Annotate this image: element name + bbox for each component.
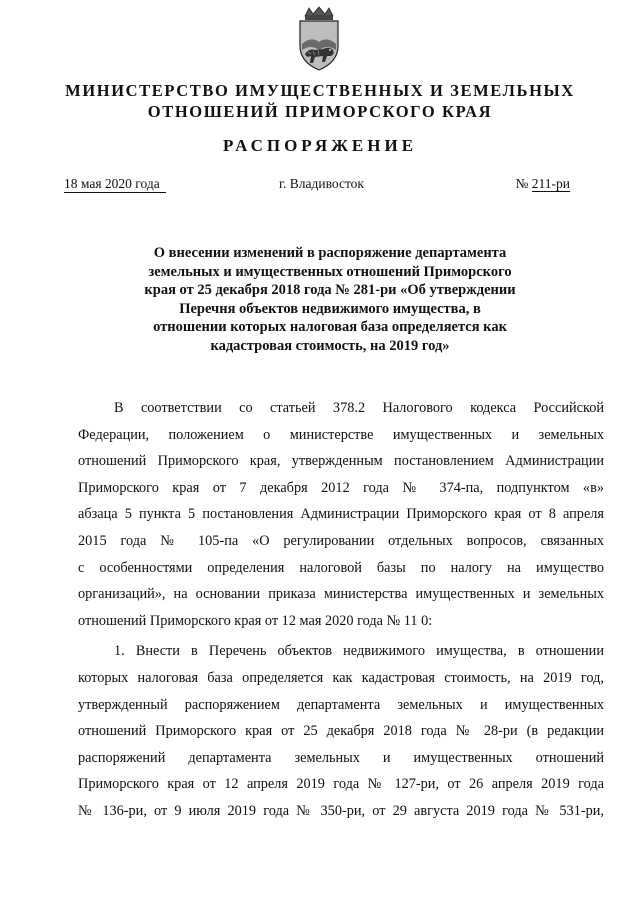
body-line: Федерации, положением о министерстве имущественных и земельных (78, 426, 604, 443)
body-line: отношений Приморского края от 12 мая 2020 года № 11 0: (78, 612, 433, 629)
subject-line: кадастровая стоимость, на 2019 год» (210, 337, 450, 354)
number-prefix: № (515, 176, 529, 191)
body-line: Приморского края от 12 апреля 2019 года № 127-ри, от 26 апреля 2019 года (78, 776, 604, 793)
document-body (78, 395, 604, 825)
subject-line: Перечня объектов недвижимого имущества, в (179, 300, 481, 317)
body-line: 2015 года № 105-па «О регулировании отдельных вопросов, связанных (78, 532, 604, 549)
subject-line: О внесении изменений в распоряжение департамента (153, 245, 507, 261)
document-subject (130, 244, 530, 355)
document-date: 18 мая 2020 года (64, 176, 166, 193)
preamble-paragraph (78, 395, 604, 634)
body-line: которых налоговая база определяется как кадастровая стоимость, на 2019 год, (78, 669, 604, 686)
document-city: г. Владивосток (279, 176, 364, 191)
body-line: утвержденный распоряжением департамента земельных и имущественных (78, 696, 604, 713)
ministry-name-line1: МИНИСТЕРСТВО ИМУЩЕСТВЕННЫХ И ЗЕМЕЛЬНЫХ (65, 81, 575, 100)
subject-line: отношении которых налоговая база определяется как (153, 319, 507, 335)
body-line: Приморского края от 7 декабря 2012 года № 374-па, подпунктом «в» (78, 479, 604, 496)
primorsky-krai-coat-of-arms-icon (293, 6, 345, 72)
body-line: № 136-ри, от 9 июля 2019 года № 350-ри, от 29 августа 2019 года № 531-ри, (78, 802, 604, 819)
number-value: 211-ри (531, 176, 570, 191)
body-line: 1. Внести в Перечень объектов недвижимого имущества, в отношении (114, 643, 604, 660)
document-type-title: РАСПОРЯЖЕНИЕ (222, 136, 418, 155)
body-line: отношений Приморского края, утвержденным постановлением Администрации (78, 453, 604, 470)
body-line: с особенностями определения налоговой базы по налогу на имущество (78, 559, 604, 576)
document-number (516, 176, 571, 192)
subject-line: края от 25 декабря 2018 года № 281-ри «Об утверждении (144, 282, 516, 298)
ministry-name-line2: ОТНОШЕНИЙ ПРИМОРСКОГО КРАЯ (147, 102, 493, 121)
body-line: организаций», на основании приказа министерства имущественных и земельных (78, 586, 604, 603)
body-line: отношений Приморского края от 25 декабря 2018 года № 28-ри (в редакции (78, 723, 604, 740)
document-meta-row (0, 176, 640, 196)
subject-line: земельных и имущественных отношений Приморского (148, 263, 512, 280)
ministry-name (40, 80, 600, 122)
item-1-paragraph (78, 638, 604, 824)
body-line: абзаца 5 пункта 5 постановления Администрации Приморского края от 8 апреля (78, 506, 604, 523)
body-line: В соответствии со статьей 378.2 Налогового кодекса Российской (114, 400, 604, 416)
body-line: распоряжений департамента земельных и имущественных отношений (78, 749, 604, 766)
